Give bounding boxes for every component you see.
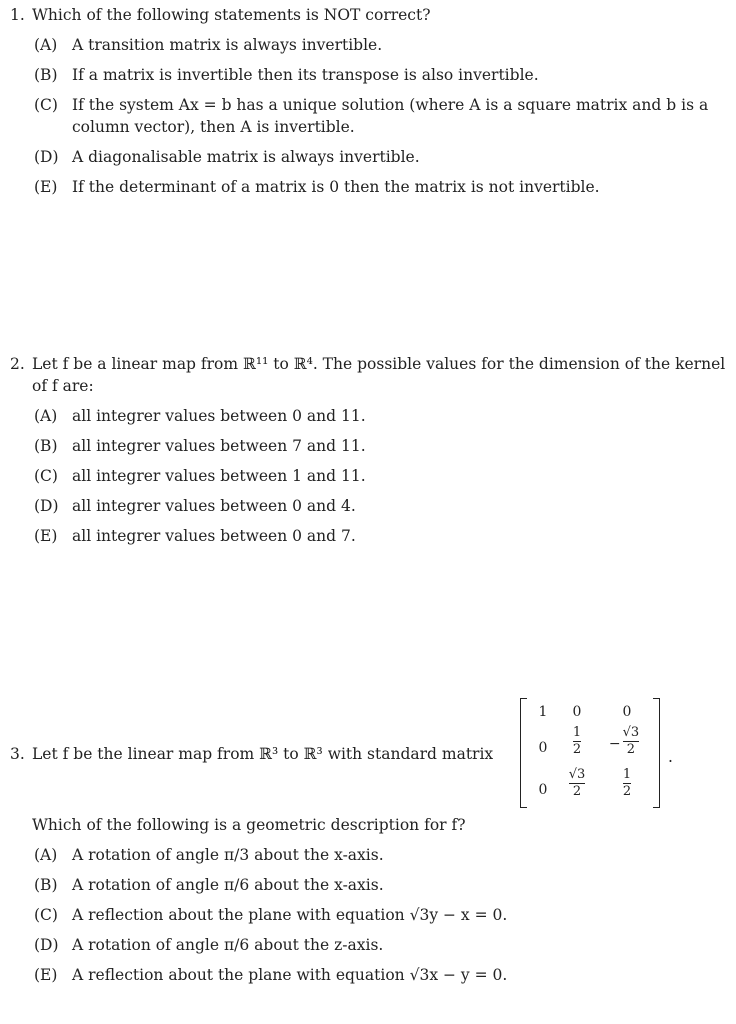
option-text: A transition matrix is always invertible. (72, 36, 383, 54)
fraction-denominator: 2 (572, 784, 582, 799)
fraction-numerator: √3 (568, 767, 586, 782)
option-label: (E) (34, 966, 58, 984)
question-number: 1. (10, 6, 25, 24)
question-text: Which of the following statements is NOT correct? (32, 6, 431, 24)
question-3-body (10, 814, 726, 986)
question-1 (10, 4, 726, 198)
sentence-period: . (668, 748, 673, 766)
option-text: A rotation of angle π/6 about the x-axis. (72, 876, 384, 894)
option-text: A rotation of angle π/3 about the x-axis. (72, 846, 384, 864)
option-label: (B) (34, 437, 58, 455)
question-2-stem (10, 353, 726, 375)
option-label: (A) (34, 36, 58, 54)
option-label: (A) (34, 407, 58, 425)
question-3-prompt: Which of the following is a geometric description for f? (32, 816, 466, 834)
option-a[interactable] (10, 405, 726, 427)
option-c[interactable] (10, 904, 726, 926)
fraction-denominator: 2 (572, 742, 582, 757)
option-label: (B) (34, 876, 58, 894)
option-text: all integrer values between 0 and 4. (72, 497, 356, 515)
option-d[interactable] (10, 495, 726, 517)
question-text-line-2: of f are: (32, 377, 94, 395)
question-1-stem (10, 4, 726, 26)
minus-sign: − (608, 736, 621, 752)
option-text: all integrer values between 7 and 11. (72, 437, 366, 455)
option-label: (E) (34, 178, 58, 196)
question-number: 2. (10, 355, 25, 373)
option-label: (C) (34, 467, 58, 485)
question-number: 3. (10, 745, 25, 763)
matrix-cell-2-1: 0 (538, 740, 548, 756)
option-b[interactable] (10, 64, 726, 86)
matrix-cell-2-2 (566, 724, 588, 757)
left-bracket (520, 698, 527, 808)
question-text-line-1: Let f be a linear map from ℝ¹¹ to ℝ⁴. The possible values for the dimension of the kernel (32, 355, 726, 373)
matrix-cell-1-1: 1 (538, 704, 548, 720)
option-b[interactable] (10, 435, 726, 457)
option-text: A rotation of angle π/6 about the z-axis. (72, 936, 384, 954)
question-2 (10, 353, 726, 547)
option-text: If a matrix is invertible then its transpose is also invertible. (72, 66, 539, 84)
matrix-cell-1-3: 0 (622, 704, 632, 720)
matrix-cell-3-1: 0 (538, 782, 548, 798)
question-text: Let f be the linear map from ℝ³ to ℝ³ with standard matrix (32, 745, 494, 763)
option-text: A diagonalisable matrix is always invertible. (72, 148, 420, 166)
fraction-denominator: 2 (626, 742, 635, 757)
option-label: (D) (34, 148, 59, 166)
fraction-numerator: 1 (572, 725, 582, 740)
fraction-numerator: √3 (622, 725, 640, 740)
option-e[interactable] (10, 176, 726, 198)
matrix-cell-3-3 (616, 766, 638, 799)
option-label: (D) (34, 936, 59, 954)
option-label: (C) (34, 96, 58, 114)
option-label: (A) (34, 846, 58, 864)
option-b[interactable] (10, 874, 726, 896)
option-text: all integrer values between 0 and 11. (72, 407, 366, 425)
option-a[interactable] (10, 34, 726, 56)
fraction-numerator: 1 (622, 767, 632, 782)
option-text: A reflection about the plane with equation √3x − y = 0. (72, 966, 508, 984)
option-c[interactable] (10, 465, 726, 487)
option-label: (C) (34, 906, 58, 924)
option-a[interactable] (10, 844, 726, 866)
option-text: A reflection about the plane with equation √3y − x = 0. (72, 906, 508, 924)
option-text: all integrer values between 0 and 7. (72, 527, 356, 545)
option-text-line-1: If the system Ax = b has a unique solution (where A is a square matrix and b is a (72, 96, 709, 114)
option-text-line-2: column vector), then A is invertible. (72, 118, 355, 136)
option-text: If the determinant of a matrix is 0 then the matrix is not invertible. (72, 178, 600, 196)
option-e[interactable] (10, 525, 726, 547)
fraction-denominator: 2 (622, 784, 632, 799)
option-text: all integrer values between 1 and 11. (72, 467, 366, 485)
standard-matrix (520, 698, 660, 808)
option-label: (B) (34, 66, 58, 84)
option-d[interactable] (10, 934, 726, 956)
matrix-cell-2-3 (600, 724, 648, 757)
option-label: (E) (34, 527, 58, 545)
matrix-cell-1-2: 0 (572, 704, 582, 720)
option-c[interactable] (10, 94, 726, 138)
option-label: (D) (34, 497, 59, 515)
matrix-cell-3-2 (564, 766, 590, 799)
right-bracket (653, 698, 660, 808)
option-e[interactable] (10, 964, 726, 986)
option-d[interactable] (10, 146, 726, 168)
